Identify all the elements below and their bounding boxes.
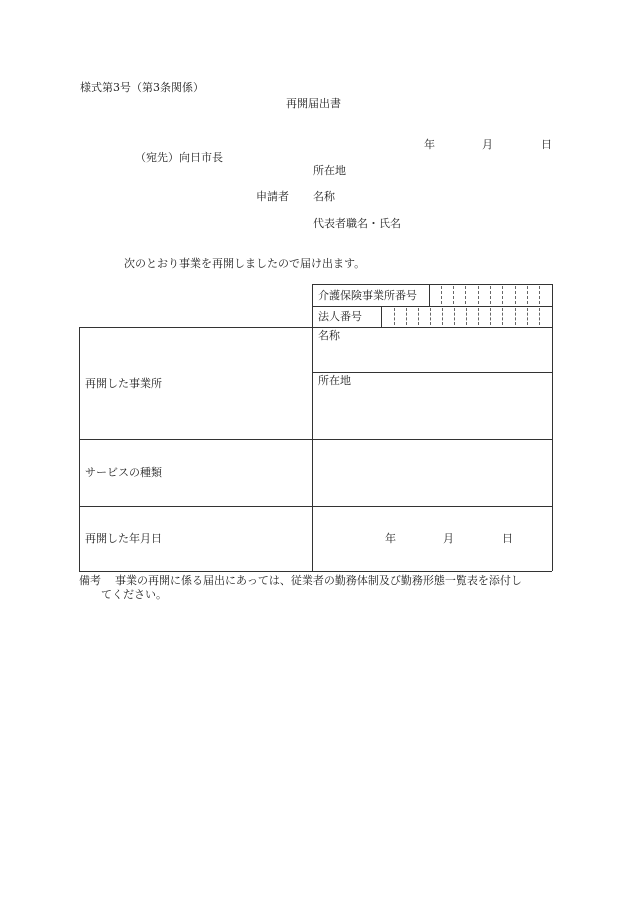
note-label: 備考 — [79, 574, 101, 587]
date-month-label: 月 — [482, 138, 493, 151]
service-type-label: サービスの種類 — [85, 466, 162, 479]
page-title: 再開届出書 — [286, 97, 341, 110]
form-number: 様式第3号（第3条関係） — [80, 81, 204, 94]
corporate-number-label: 法人番号 — [318, 310, 362, 323]
reopen-year-label: 年 — [385, 532, 396, 545]
applicant-representative-label: 代表者職名・氏名 — [313, 217, 401, 230]
reopened-office-label: 再開した事業所 — [85, 377, 162, 390]
office-number-label: 介護保険事業所番号 — [318, 289, 417, 302]
note-line-1: 事業の再開に係る届出にあっては、従業者の勤務体制及び勤務形態一覧表を添付し — [115, 574, 522, 587]
applicant-location-label: 所在地 — [313, 164, 346, 177]
date-year-label: 年 — [424, 138, 435, 151]
statement: 次のとおり事業を再開しましたので届け出ます。 — [124, 257, 366, 270]
date-day-label: 日 — [541, 138, 552, 151]
note-line-2: てください。 — [101, 588, 167, 601]
applicant-role-label: 申請者 — [256, 190, 289, 203]
applicant-name-label: 名称 — [313, 190, 335, 203]
reopen-day-label: 日 — [502, 532, 513, 545]
office-location-label: 所在地 — [318, 374, 351, 387]
reopen-month-label: 月 — [443, 532, 454, 545]
office-name-label: 名称 — [318, 329, 340, 342]
addressee: （宛先）向日市長 — [135, 151, 223, 164]
reopen-date-label: 再開した年月日 — [85, 532, 162, 545]
